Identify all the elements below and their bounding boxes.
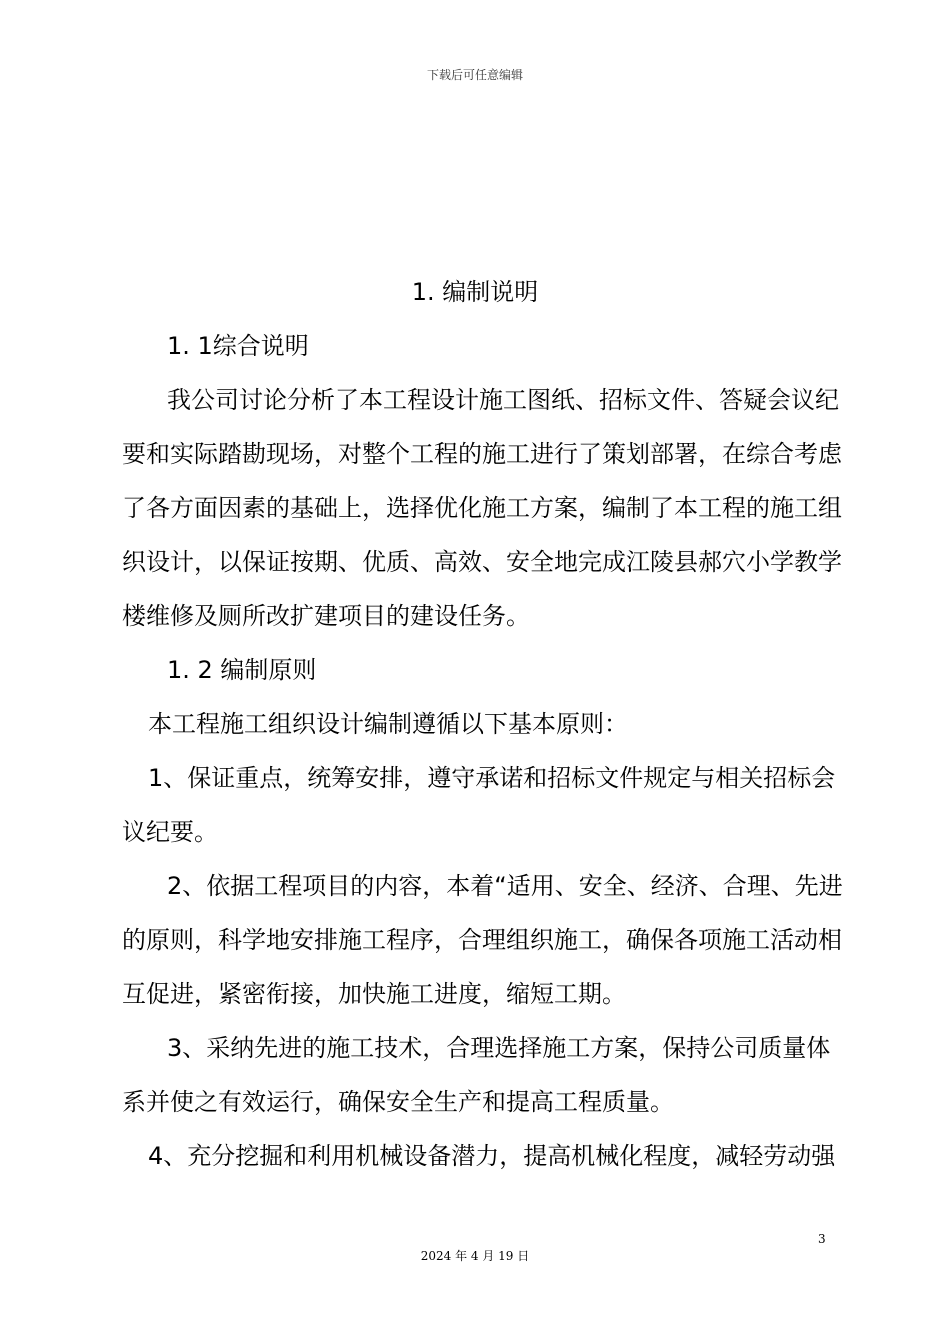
paragraph-line: 3、采纳先进的施工技术，合理选择施工方案，保持公司质量体 xyxy=(167,1034,831,1062)
section-title: 1. 编制说明 xyxy=(411,278,539,306)
subsection-title-2: 1. 2 编制原则 xyxy=(167,656,317,684)
page-header-note: 下载后可任意编辑 xyxy=(426,68,523,82)
paragraph-line: 楼维修及厕所改扩建项目的建设任务。 xyxy=(122,602,530,630)
paragraph-line: 4、充分挖掘和利用机械设备潜力，提高机械化程度，减轻劳动强 xyxy=(148,1142,836,1170)
paragraph-line: 1、保证重点，统筹安排，遵守承诺和招标文件规定与相关招标会 xyxy=(148,764,836,792)
paragraph-line: 织设计，以保证按期、优质、高效、安全地完成江陵县郝穴小学教学 xyxy=(122,548,842,576)
paragraph-line: 议纪要。 xyxy=(122,818,218,846)
paragraph-line: 我公司讨论分析了本工程设计施工图纸、招标文件、答疑会议纪 xyxy=(167,386,839,414)
paragraph-line: 系并使之有效运行，确保安全生产和提高工程质量。 xyxy=(122,1088,674,1116)
footer-date: 2024 年 4 月 19 日 xyxy=(420,1249,530,1263)
subsection-title-1: 1. 1综合说明 xyxy=(167,332,309,360)
paragraph-line: 要和实际踏勘现场，对整个工程的施工进行了策划部署，在综合考虑 xyxy=(122,440,842,468)
page-number: 3 xyxy=(818,1232,826,1246)
principles-intro: 本工程施工组织设计编制遵循以下基本原则： xyxy=(148,710,628,738)
paragraph-line: 的原则，科学地安排施工程序，合理组织施工，确保各项施工活动相 xyxy=(122,926,842,954)
paragraph-line: 互促进，紧密衔接，加快施工进度，缩短工期。 xyxy=(122,980,626,1008)
paragraph-line: 了各方面因素的基础上，选择优化施工方案，编制了本工程的施工组 xyxy=(122,494,842,522)
paragraph-line: 2、依据工程项目的内容，本着“适用、安全、经济、合理、先进 xyxy=(167,872,843,900)
